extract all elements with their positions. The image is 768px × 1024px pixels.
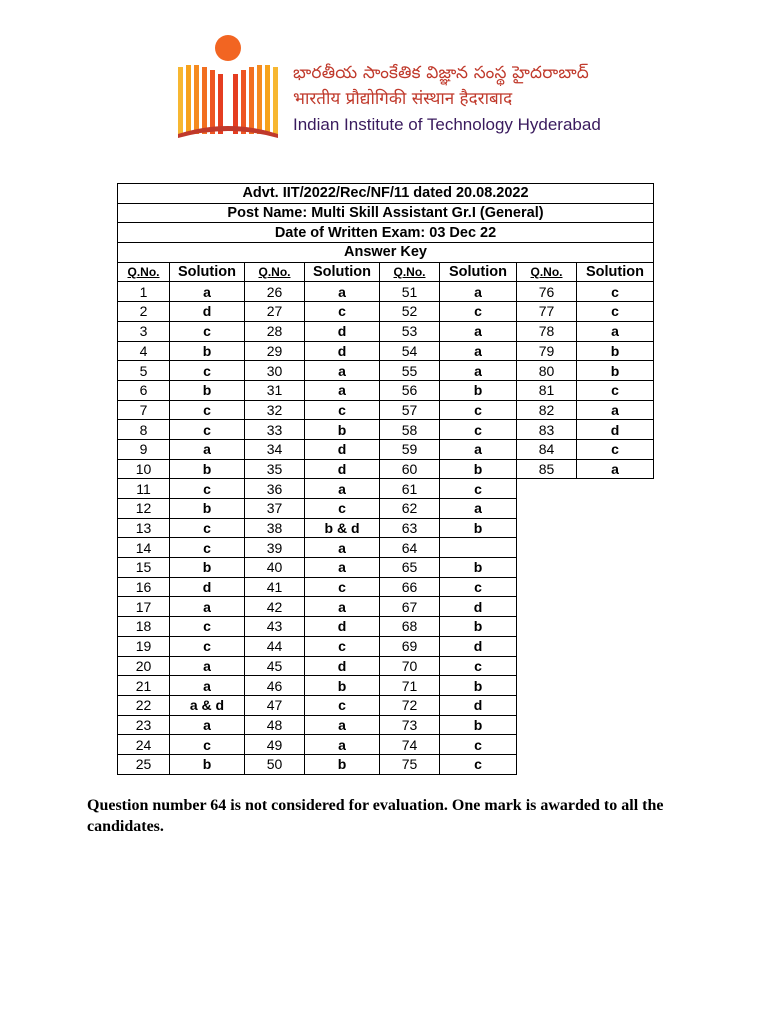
solution-cell: a: [440, 282, 517, 302]
table-row: [118, 282, 654, 302]
question-number: 72: [380, 695, 440, 715]
table-row: [118, 479, 654, 499]
question-number: 21: [118, 676, 170, 696]
question-number: 58: [380, 420, 440, 440]
qno-header: Q.No.: [118, 262, 170, 282]
solution-cell: d: [305, 459, 380, 479]
table-row: [118, 617, 654, 637]
table-row: [118, 321, 654, 341]
solution-cell: c: [440, 400, 517, 420]
table-row: [118, 715, 654, 735]
question-number: 52: [380, 302, 440, 322]
empty-cell: [517, 656, 654, 676]
qno-header: Q.No.: [245, 262, 305, 282]
solution-cell: c: [305, 499, 380, 519]
solution-cell: c: [170, 420, 245, 440]
advt-row: [118, 184, 654, 204]
question-number: 63: [380, 518, 440, 538]
column-header-row: [118, 262, 654, 282]
solution-cell: c: [440, 577, 517, 597]
question-number: 22: [118, 695, 170, 715]
solution-cell: c: [305, 577, 380, 597]
solution-cell: b: [440, 715, 517, 735]
solution-cell: a: [305, 282, 380, 302]
question-number: 24: [118, 735, 170, 755]
solution-cell: d: [170, 577, 245, 597]
question-number: 78: [517, 321, 577, 341]
solution-cell: a: [170, 715, 245, 735]
solution-cell: b: [577, 361, 654, 381]
solution-cell: c: [305, 302, 380, 322]
question-number: 5: [118, 361, 170, 381]
question-number: 60: [380, 459, 440, 479]
question-number: 19: [118, 636, 170, 656]
empty-cell: [517, 558, 654, 578]
solution-cell: c: [305, 400, 380, 420]
solution-header: Solution: [305, 262, 380, 282]
solution-cell: b: [440, 380, 517, 400]
solution-cell: c: [577, 302, 654, 322]
empty-cell: [517, 499, 654, 519]
caption-row: [118, 243, 654, 263]
question-number: 29: [245, 341, 305, 361]
solution-cell: a: [170, 597, 245, 617]
solution-cell: a: [440, 321, 517, 341]
solution-cell: a & d: [170, 695, 245, 715]
solution-cell: c: [440, 735, 517, 755]
table-row: [118, 302, 654, 322]
empty-cell: [517, 479, 654, 499]
solution-cell: d: [577, 420, 654, 440]
solution-header: Solution: [577, 262, 654, 282]
empty-cell: [517, 695, 654, 715]
solution-cell: a: [305, 558, 380, 578]
solution-cell: c: [170, 479, 245, 499]
solution-cell: c: [170, 518, 245, 538]
solution-cell: b: [440, 459, 517, 479]
empty-cell: [517, 636, 654, 656]
evaluation-note: Question number 64 is not considered for evaluation. One mark is awarded to all the candidates.: [87, 797, 664, 835]
question-number: 34: [245, 439, 305, 459]
question-number: 79: [517, 341, 577, 361]
solution-cell: d: [170, 302, 245, 322]
solution-cell: c: [170, 361, 245, 381]
empty-cell: [517, 538, 654, 558]
question-number: 38: [245, 518, 305, 538]
solution-cell: a: [305, 538, 380, 558]
solution-cell: a: [305, 715, 380, 735]
solution-cell: b: [305, 676, 380, 696]
solution-cell: b: [440, 617, 517, 637]
table-row: [118, 735, 654, 755]
question-number: 3: [118, 321, 170, 341]
solution-header: Solution: [440, 262, 517, 282]
solution-cell: c: [305, 636, 380, 656]
table-row: [118, 400, 654, 420]
question-number: 36: [245, 479, 305, 499]
question-number: 25: [118, 754, 170, 774]
question-number: 82: [517, 400, 577, 420]
solution-cell: b: [170, 459, 245, 479]
question-number: 69: [380, 636, 440, 656]
question-number: 1: [118, 282, 170, 302]
question-number: 64: [380, 538, 440, 558]
solution-cell: d: [305, 656, 380, 676]
solution-cell: c: [440, 420, 517, 440]
solution-cell: d: [305, 617, 380, 637]
question-number: 11: [118, 479, 170, 499]
table-row: [118, 538, 654, 558]
solution-cell: a: [305, 597, 380, 617]
solution-cell: c: [170, 735, 245, 755]
solution-cell: c: [577, 439, 654, 459]
solution-cell: b: [305, 754, 380, 774]
question-number: 73: [380, 715, 440, 735]
question-number: 76: [517, 282, 577, 302]
solution-cell: c: [170, 617, 245, 637]
iith-logo-icon: [176, 34, 286, 144]
question-number: 75: [380, 754, 440, 774]
table-row: [118, 597, 654, 617]
question-number: 15: [118, 558, 170, 578]
question-number: 66: [380, 577, 440, 597]
question-number: 62: [380, 499, 440, 519]
solution-cell: b: [170, 380, 245, 400]
table-row: [118, 459, 654, 479]
question-number: 57: [380, 400, 440, 420]
solution-cell: c: [577, 282, 654, 302]
table-row: [118, 518, 654, 538]
institute-name-hindi: भारतीय प्रौद्योगिकी संस्थान हैदराबाद: [293, 89, 513, 109]
question-number: 37: [245, 499, 305, 519]
table-row: [118, 558, 654, 578]
question-number: 9: [118, 439, 170, 459]
empty-cell: [517, 518, 654, 538]
question-number: 7: [118, 400, 170, 420]
solution-cell: a: [305, 735, 380, 755]
question-number: 33: [245, 420, 305, 440]
question-number: 32: [245, 400, 305, 420]
question-number: 47: [245, 695, 305, 715]
solution-cell: b: [305, 420, 380, 440]
question-number: 16: [118, 577, 170, 597]
question-number: 17: [118, 597, 170, 617]
question-number: 31: [245, 380, 305, 400]
question-number: 68: [380, 617, 440, 637]
solution-cell: a: [170, 676, 245, 696]
solution-cell: d: [440, 695, 517, 715]
solution-cell: d: [440, 597, 517, 617]
solution-cell: a: [440, 341, 517, 361]
empty-cell: [517, 715, 654, 735]
table-row: [118, 577, 654, 597]
solution-cell: d: [305, 439, 380, 459]
question-number: 84: [517, 439, 577, 459]
solution-cell: [440, 538, 517, 558]
table-row: [118, 420, 654, 440]
solution-cell: a: [440, 499, 517, 519]
question-number: 50: [245, 754, 305, 774]
question-number: 42: [245, 597, 305, 617]
question-number: 20: [118, 656, 170, 676]
solution-cell: d: [440, 636, 517, 656]
empty-cell: [517, 597, 654, 617]
table-row: [118, 439, 654, 459]
table-caption: Answer Key: [118, 243, 654, 263]
solution-cell: b & d: [305, 518, 380, 538]
answer-key-body: [118, 184, 654, 775]
exam-date: Date of Written Exam: 03 Dec 22: [118, 223, 654, 243]
solution-cell: a: [305, 380, 380, 400]
post-row: [118, 203, 654, 223]
solution-cell: c: [440, 754, 517, 774]
solution-cell: c: [170, 400, 245, 420]
question-number: 39: [245, 538, 305, 558]
exam-date-row: [118, 223, 654, 243]
empty-cell: [517, 754, 654, 774]
solution-header: Solution: [170, 262, 245, 282]
solution-cell: c: [170, 636, 245, 656]
question-number: 43: [245, 617, 305, 637]
table-row: [118, 754, 654, 774]
question-number: 27: [245, 302, 305, 322]
question-number: 83: [517, 420, 577, 440]
question-number: 55: [380, 361, 440, 381]
solution-cell: a: [170, 656, 245, 676]
solution-cell: d: [305, 321, 380, 341]
question-number: 61: [380, 479, 440, 499]
question-number: 4: [118, 341, 170, 361]
table-row: [118, 656, 654, 676]
question-number: 35: [245, 459, 305, 479]
qno-header: Q.No.: [517, 262, 577, 282]
question-number: 65: [380, 558, 440, 578]
question-number: 8: [118, 420, 170, 440]
question-number: 40: [245, 558, 305, 578]
table-row: [118, 499, 654, 519]
solution-cell: c: [440, 479, 517, 499]
solution-cell: a: [577, 400, 654, 420]
table-row: [118, 380, 654, 400]
question-number: 71: [380, 676, 440, 696]
table-row: [118, 636, 654, 656]
qno-header: Q.No.: [380, 262, 440, 282]
question-number: 54: [380, 341, 440, 361]
institute-header: [176, 34, 606, 144]
question-number: 18: [118, 617, 170, 637]
table-row: [118, 695, 654, 715]
table-row: [118, 361, 654, 381]
question-number: 51: [380, 282, 440, 302]
question-number: 59: [380, 439, 440, 459]
solution-cell: b: [440, 558, 517, 578]
question-number: 2: [118, 302, 170, 322]
question-number: 26: [245, 282, 305, 302]
question-number: 81: [517, 380, 577, 400]
solution-cell: b: [170, 341, 245, 361]
question-number: 53: [380, 321, 440, 341]
question-number: 46: [245, 676, 305, 696]
solution-cell: b: [440, 518, 517, 538]
solution-cell: d: [305, 341, 380, 361]
solution-cell: a: [440, 361, 517, 381]
question-number: 12: [118, 499, 170, 519]
solution-cell: b: [170, 499, 245, 519]
empty-cell: [517, 735, 654, 755]
empty-cell: [517, 676, 654, 696]
question-number: 70: [380, 656, 440, 676]
solution-cell: c: [577, 380, 654, 400]
answer-key-table: [117, 183, 654, 775]
question-number: 13: [118, 518, 170, 538]
solution-cell: c: [305, 695, 380, 715]
solution-cell: c: [170, 538, 245, 558]
question-number: 23: [118, 715, 170, 735]
solution-cell: a: [577, 459, 654, 479]
institute-name-block: [293, 60, 613, 138]
question-number: 48: [245, 715, 305, 735]
question-number: 14: [118, 538, 170, 558]
question-number: 44: [245, 636, 305, 656]
question-number: 77: [517, 302, 577, 322]
empty-cell: [517, 617, 654, 637]
post-name: Post Name: Multi Skill Assistant Gr.I (General): [118, 203, 654, 223]
question-number: 41: [245, 577, 305, 597]
question-number: 85: [517, 459, 577, 479]
institute-name-telugu: భారతీయ సాంకేతిక విజ్ఞాన సంస్థ హైదరాబాద్: [293, 63, 589, 83]
empty-cell: [517, 577, 654, 597]
solution-cell: a: [170, 282, 245, 302]
solution-cell: b: [577, 341, 654, 361]
table-row: [118, 341, 654, 361]
question-number: 28: [245, 321, 305, 341]
solution-cell: b: [440, 676, 517, 696]
question-number: 80: [517, 361, 577, 381]
advt-number: Advt. IIT/2022/Rec/NF/11 dated 20.08.2022: [118, 184, 654, 204]
solution-cell: b: [170, 754, 245, 774]
question-number: 56: [380, 380, 440, 400]
solution-cell: a: [577, 321, 654, 341]
solution-cell: a: [305, 361, 380, 381]
solution-cell: c: [440, 302, 517, 322]
table-row: [118, 676, 654, 696]
solution-cell: a: [440, 439, 517, 459]
question-number: 30: [245, 361, 305, 381]
solution-cell: c: [440, 656, 517, 676]
solution-cell: b: [170, 558, 245, 578]
question-number: 45: [245, 656, 305, 676]
solution-cell: a: [170, 439, 245, 459]
solution-cell: c: [170, 321, 245, 341]
solution-cell: a: [305, 479, 380, 499]
question-number: 10: [118, 459, 170, 479]
question-number: 67: [380, 597, 440, 617]
question-number: 74: [380, 735, 440, 755]
question-number: 49: [245, 735, 305, 755]
question-number: 6: [118, 380, 170, 400]
institute-name-english: Indian Institute of Technology Hyderabad: [293, 115, 601, 134]
